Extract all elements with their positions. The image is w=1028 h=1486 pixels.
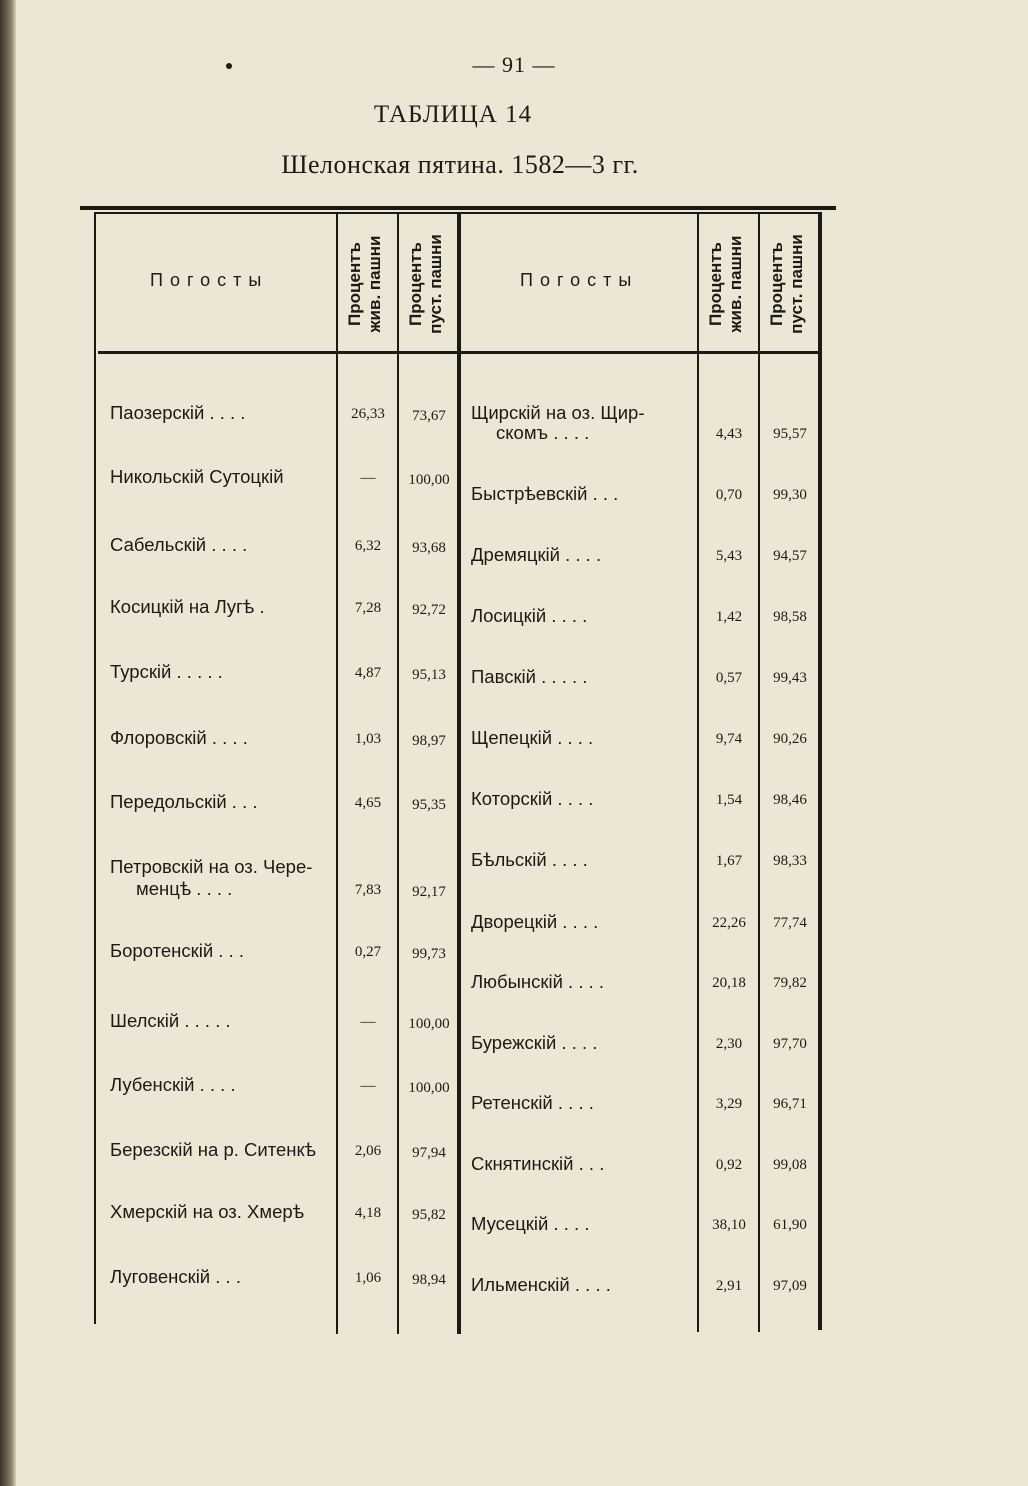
percent-live: 1,67 — [715, 853, 743, 869]
pogost-name: Ретенскій . . . . — [471, 1092, 594, 1113]
pogost-name: Паозерскій . . . . — [110, 402, 246, 423]
percent-live: 38,10 — [712, 1217, 746, 1233]
percent-live: 6,32 — [354, 538, 382, 554]
percent-empty: 96,71 — [773, 1096, 807, 1112]
percent-live: 0,70 — [715, 487, 743, 503]
percent-live: 4,43 — [715, 426, 743, 442]
percent-live: 4,87 — [354, 665, 382, 681]
percent-empty: 95,35 — [412, 797, 446, 813]
percent-live: 1,42 — [715, 609, 743, 625]
pogost-name: Ильменскій . . . . — [471, 1274, 611, 1295]
percent-empty: 99,30 — [773, 487, 807, 503]
percent-live: 7,28 — [354, 600, 382, 616]
percent-empty: 98,46 — [773, 792, 807, 808]
percent-live: 1,06 — [354, 1270, 382, 1286]
percent-empty: 98,94 — [412, 1272, 446, 1288]
header-live-left: Процентъ жив. пашни — [345, 235, 384, 333]
percent-empty: 98,97 — [412, 733, 446, 749]
pogost-name: Никольскій Сутоцкій — [110, 466, 284, 487]
percent-live: 20,18 — [712, 975, 746, 991]
pogost-name: Скнятинскій . . . — [471, 1153, 605, 1174]
percent-empty: 100,00 — [408, 1016, 450, 1032]
percent-empty: 100,00 — [408, 1080, 450, 1096]
percent-empty: 92,17 — [412, 884, 446, 900]
percent-empty: 73,67 — [412, 408, 446, 424]
percent-empty: 99,43 — [773, 670, 807, 686]
pogost-name: Турскій . . . . . — [110, 661, 223, 682]
percent-empty: 61,90 — [773, 1217, 807, 1233]
percent-empty: 100,00 — [408, 472, 450, 488]
column-divider — [697, 212, 699, 1332]
percent-live: 7,83 — [354, 882, 382, 898]
percent-empty: 95,82 — [412, 1207, 446, 1223]
percent-empty: 98,58 — [773, 609, 807, 625]
pogost-name: Косицкій на Лугѣ . — [110, 596, 265, 617]
pogost-name: Бѣльскій . . . . — [471, 849, 588, 870]
header-live-right: Процентъ жив. пашни — [706, 235, 745, 333]
percent-live: 5,43 — [715, 548, 743, 564]
pogost-name: Березскій на р. Ситенкѣ — [110, 1139, 316, 1160]
percent-empty: 98,33 — [773, 853, 807, 869]
page-number: — 91 — — [472, 52, 556, 77]
percent-live: 0,27 — [354, 944, 382, 960]
percent-empty: 99,73 — [412, 946, 446, 962]
table-title: ТАБЛИЦА 14 — [373, 101, 533, 128]
center-divider — [457, 212, 461, 1334]
percent-live: 1,03 — [354, 731, 382, 747]
pogost-name: Любынскій . . . . — [471, 971, 605, 992]
percent-empty: 92,72 — [412, 602, 446, 618]
percent-live: 26,33 — [351, 406, 385, 422]
percent-live: 9,74 — [715, 731, 743, 747]
percent-live: — — [360, 1078, 376, 1094]
percent-empty: 79,82 — [773, 975, 807, 991]
pogost-name-cont: скомъ . . . . — [496, 422, 590, 443]
pogost-name: Флоровскій . . . . — [110, 727, 248, 748]
pogost-name: Сабельскій . . . . — [110, 534, 248, 555]
left-border — [94, 212, 96, 1324]
pogost-name: Щирскій на оз. Щир- — [471, 402, 645, 423]
header-empty-right: Процентъ пуст. пашни — [767, 234, 806, 334]
pogost-name: Которскій . . . . — [471, 788, 594, 809]
column-divider — [758, 212, 760, 1332]
column-divider — [336, 212, 338, 1334]
percent-live: — — [360, 470, 376, 486]
percent-live: 0,57 — [715, 670, 743, 686]
pogost-name: Быстрѣевскій . . . — [471, 483, 619, 504]
pogost-name: Боротенскій . . . — [110, 940, 244, 961]
percent-live: 3,29 — [715, 1096, 743, 1112]
pogost-name: Щепецкій . . . . — [471, 727, 594, 748]
pogost-name: Павскій . . . . . — [471, 666, 588, 687]
table-subtitle: Шелонская пятина. 1582—3 гг. — [281, 150, 639, 179]
pogost-name: Мусецкій . . . . — [471, 1213, 590, 1234]
column-divider — [397, 212, 399, 1334]
pogost-name: Шелскій . . . . . — [110, 1010, 231, 1031]
header-empty-left: Процентъ пуст. пашни — [406, 234, 445, 334]
percent-empty: 93,68 — [412, 540, 446, 556]
percent-empty: 94,57 — [773, 548, 807, 564]
pogost-name: Бурежскій . . . . — [471, 1032, 598, 1053]
percent-empty: 97,94 — [412, 1145, 446, 1161]
book-spine-shadow — [0, 0, 16, 1486]
percent-live: — — [360, 1014, 376, 1030]
percent-live: 22,26 — [712, 915, 746, 931]
header-pogosty-right: Погосты — [520, 270, 639, 290]
pogost-name: Петровскій на оз. Чере- — [110, 856, 313, 877]
pogost-name: Лосицкій . . . . — [471, 605, 588, 626]
percent-empty: 90,26 — [773, 731, 807, 747]
percent-live: 2,30 — [715, 1036, 743, 1052]
percent-live: 0,92 — [715, 1157, 743, 1173]
percent-live: 4,18 — [354, 1205, 382, 1221]
pogost-name-cont: менцѣ . . . . — [136, 878, 233, 899]
percent-empty: 97,70 — [773, 1036, 807, 1052]
percent-empty: 77,74 — [773, 915, 807, 931]
table-top-rule — [80, 206, 836, 210]
pogost-name: Дворецкій . . . . — [471, 911, 599, 932]
header-pogosty-left: Погосты — [150, 270, 269, 290]
pogost-name: Хмерскій на оз. Хмерѣ — [110, 1201, 305, 1222]
percent-empty: 95,13 — [412, 667, 446, 683]
percent-live: 2,91 — [715, 1278, 743, 1294]
pogost-name: Лубенскій . . . . — [110, 1074, 236, 1095]
percent-empty: 95,57 — [773, 426, 807, 442]
percent-live: 1,54 — [715, 792, 743, 808]
pogost-name: Передольскій . . . — [110, 791, 258, 812]
pogost-name: Дремяцкій . . . . — [471, 544, 602, 565]
pogost-name: Луговенскій . . . — [110, 1266, 241, 1287]
percent-empty: 99,08 — [773, 1157, 807, 1173]
percent-empty: 97,09 — [773, 1278, 807, 1294]
percent-live: 4,65 — [354, 795, 382, 811]
percent-live: 2,06 — [354, 1143, 382, 1159]
